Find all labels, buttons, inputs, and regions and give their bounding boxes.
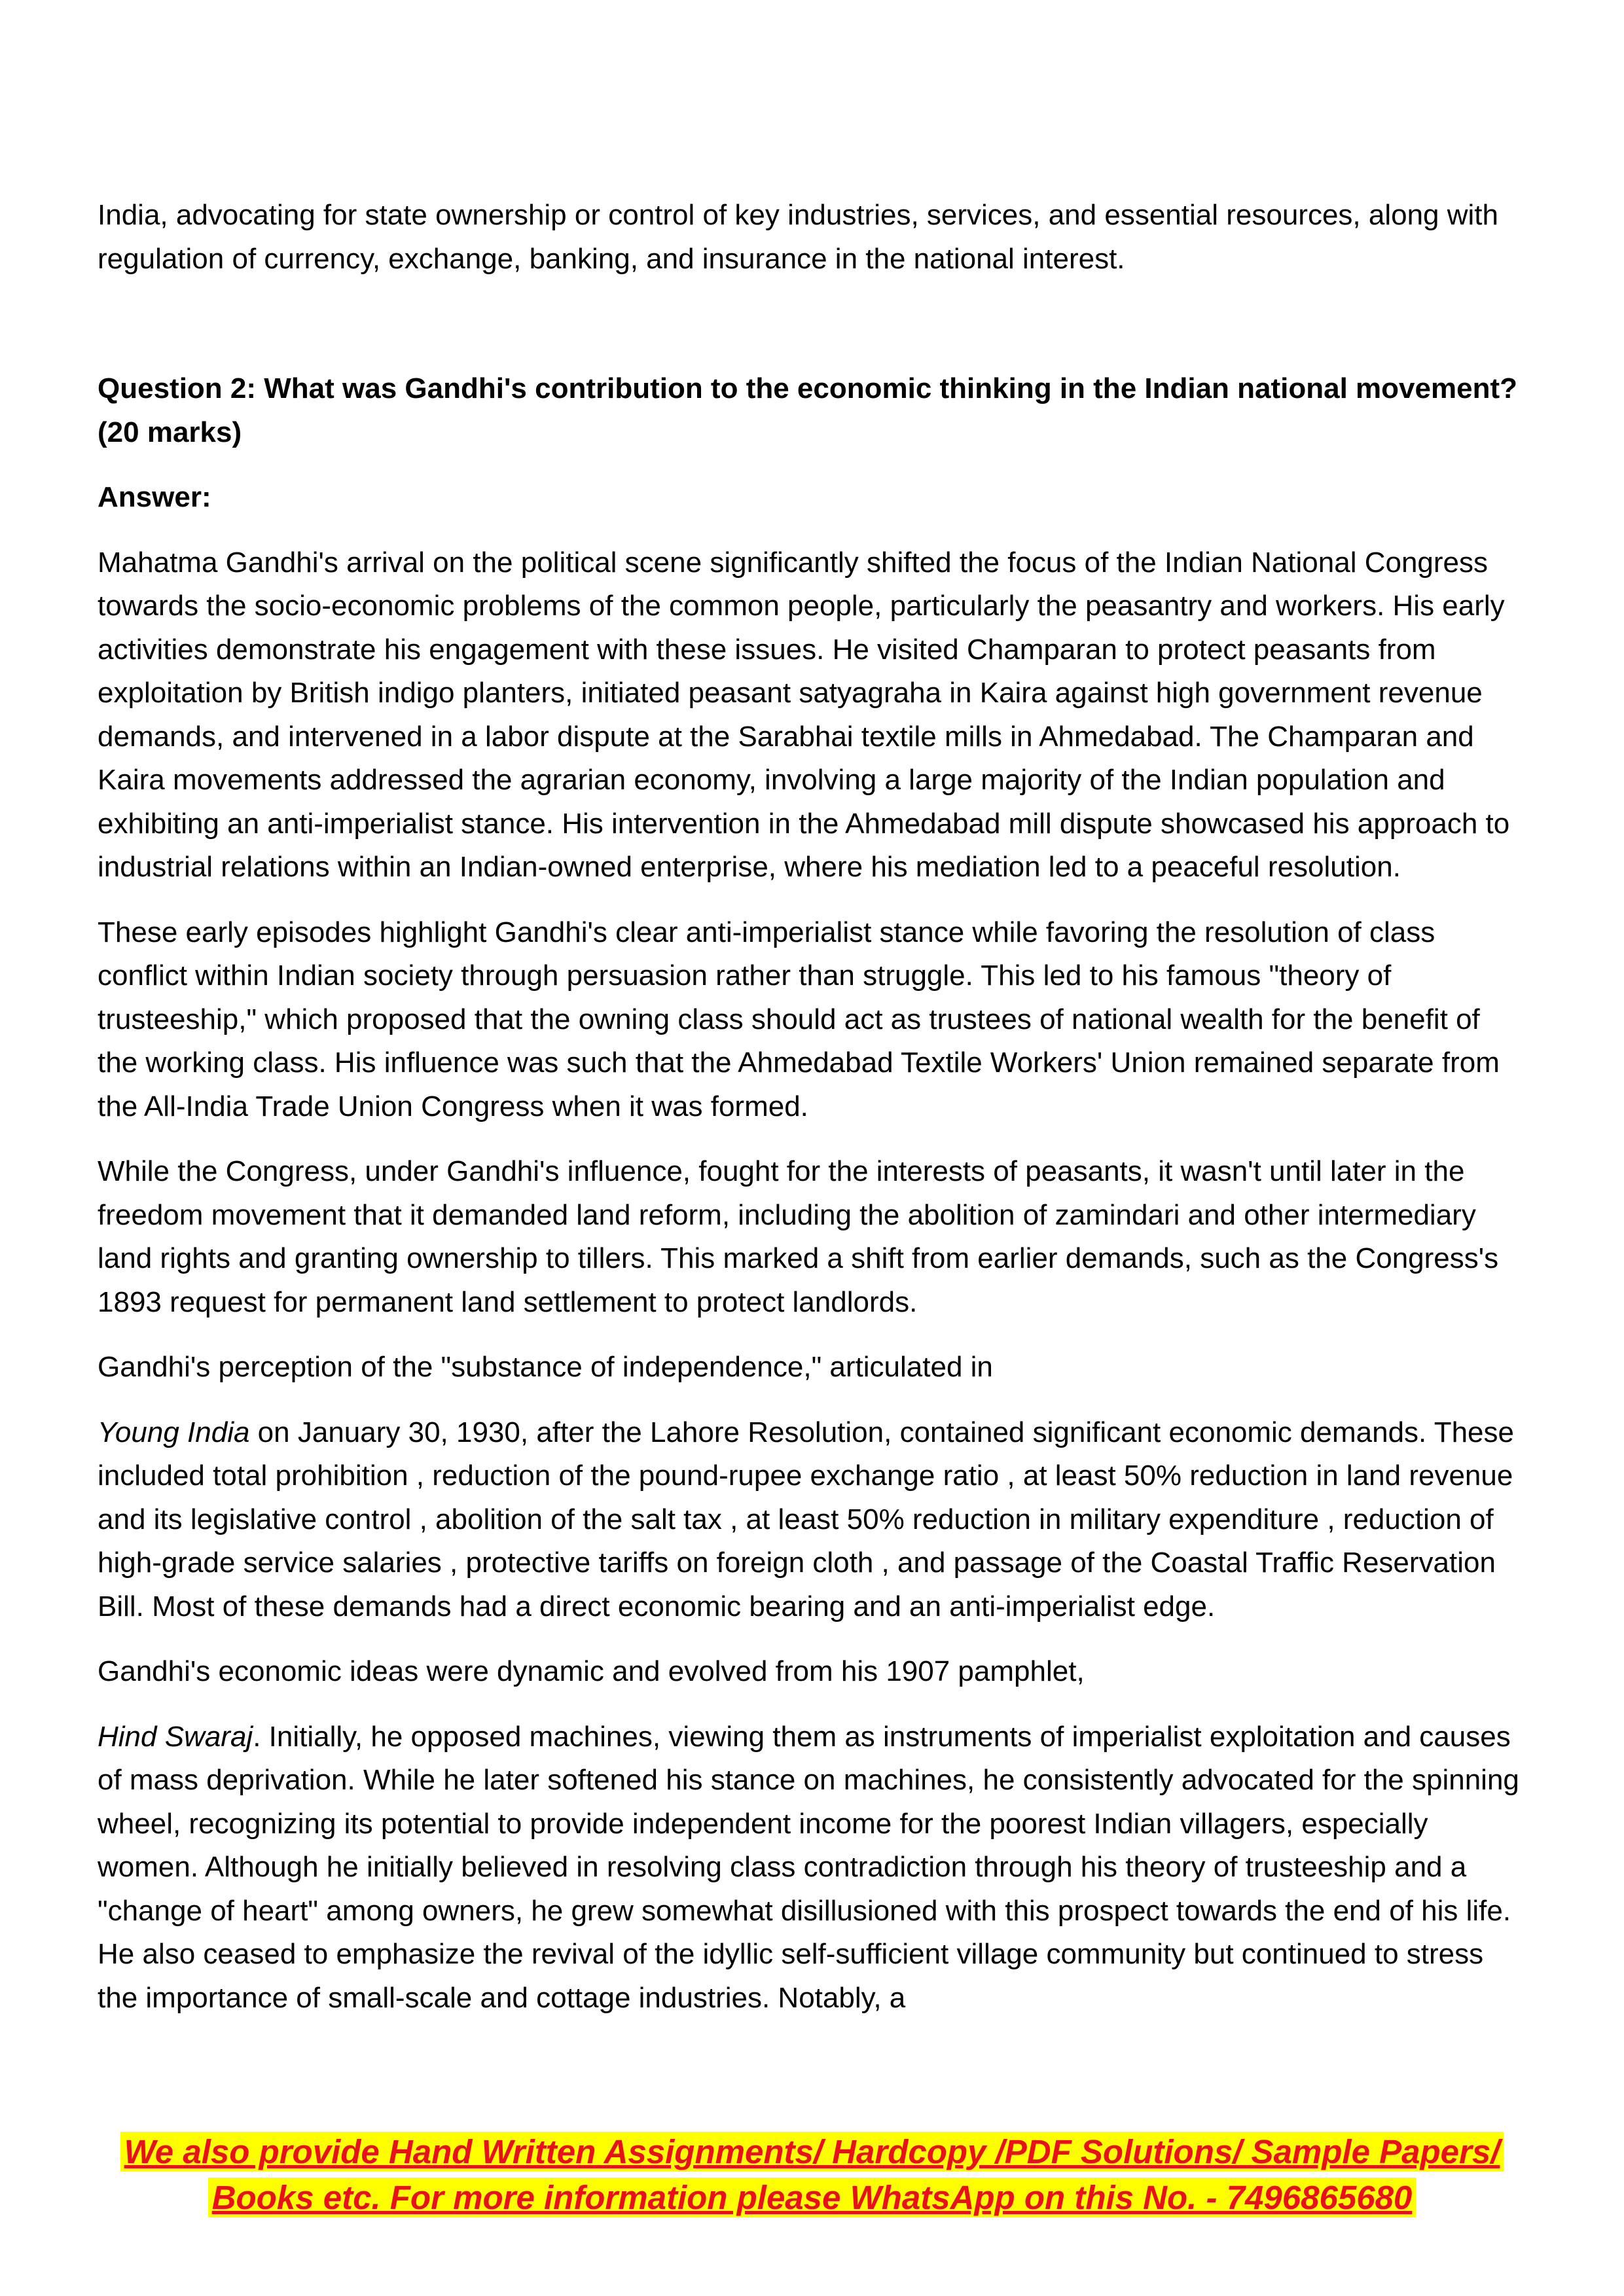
answer-paragraph-4: Gandhi's perception of the "substance of independence," articulated in <box>98 1351 993 1383</box>
promo-line-1: We also provide Hand Written Assignments/ Hardcopy /PDF Solutions/ Sample Papers/ <box>120 2132 1504 2172</box>
promo-line-2: Books etc. For more information please WhatsApp on this No. - 7496865680 <box>208 2178 1416 2217</box>
young-india-title: Young India <box>98 1416 250 1448</box>
answer-paragraph-1: Mahatma Gandhi's arrival on the political scene significantly shifted the focus of the Indian National Congress towards the socio-economic problems of the common people, particularly the peasantry and workers. His early activities demonstrate his engagement with these issues. He visited Champaran to protect peasants from exploitation by British indigo planters, initiated peasant satyagraha in Kaira against high government revenue demands, and intervened in a labor dispute at the Sarabhai textile mills in Ahmedabad. The Champaran and Kaira movements addressed the agrarian economy, involving a large majority of the Indian population and exhibiting an anti-imperialist stance. His intervention in the Ahmedabad mill dispute showcased his approach to industrial relations within an Indian-owned enterprise, where his mediation led to a peaceful resolution. <box>98 546 1510 883</box>
document-body <box>98 194 1525 2041</box>
answer-label: Answer: <box>98 481 211 513</box>
promo-footer <box>0 2129 1624 2221</box>
question-heading: Question 2: What was Gandhi's contribution to the economic thinking in the Indian national movement? (20 marks) <box>98 372 1517 448</box>
pamphlet-paragraph: Gandhi's economic ideas were dynamic and evolved from his 1907 pamphlet, <box>98 1655 1085 1687</box>
young-india-paragraph <box>98 1411 1525 1629</box>
hind-swaraj-title: Hind Swaraj <box>98 1720 253 1753</box>
answer-paragraph-2: These early episodes highlight Gandhi's clear anti-imperialist stance while favoring the resolution of class conflict within Indian society through persuasion rather than struggle. This led to his famous "theory of trusteeship," which proposed that the owning class should act as trustees of national wealth for the benefit of the working class. His influence was such that the Ahmedabad Textile Workers' Union remained separate from the All-India Trade Union Congress when it was formed. <box>98 916 1500 1122</box>
young-india-text: on January 30, 1930, after the Lahore Resolution, contained significant economic demands. These included total prohibition , reduction of the pound-rupee exchange ratio , at least 50% reduction in land revenue and its legislative control , abolition of the salt tax , at least 50% reduction in military expenditure , reduction of high-grade service salaries , protective tariffs on foreign cloth , and passage of the Coastal Traffic Reservation Bill. Most of these demands had a direct economic bearing and an anti-imperialist edge. <box>98 1416 1514 1623</box>
answer-paragraph-3: While the Congress, under Gandhi's influence, fought for the interests of peasants, it wasn't until later in the freedom movement that it demanded land reform, including the abolition of zamindari and other intermediary land rights and granting ownership to tillers. This marked a shift from earlier demands, such as the Congress's 1893 request for permanent land settlement to protect landlords. <box>98 1155 1499 1318</box>
hind-swaraj-paragraph <box>98 1715 1525 2020</box>
hind-swaraj-text: . Initially, he opposed machines, viewing them as instruments of imperialist exploitation and causes of mass deprivation. While he later softened his stance on machines, he consistently advocated for the spinning wheel, recognizing its potential to provide independent income for the poorest Indian villagers, especially women. Although he initially believed in resolving class contradiction through his theory of trusteeship and a "change of heart" among owners, he grew somewhat disillusioned with this prospect towards the end of his life. He also ceased to emphasize the revival of the idyllic self-sufficient village community but continued to stress the importance of small-scale and cottage industries. Notably, a <box>98 1720 1519 2014</box>
intro-paragraph: India, advocating for state ownership or control of key industries, services, and essential resources, along with regulation of currency, exchange, banking, and insurance in the national interest. <box>98 199 1498 275</box>
